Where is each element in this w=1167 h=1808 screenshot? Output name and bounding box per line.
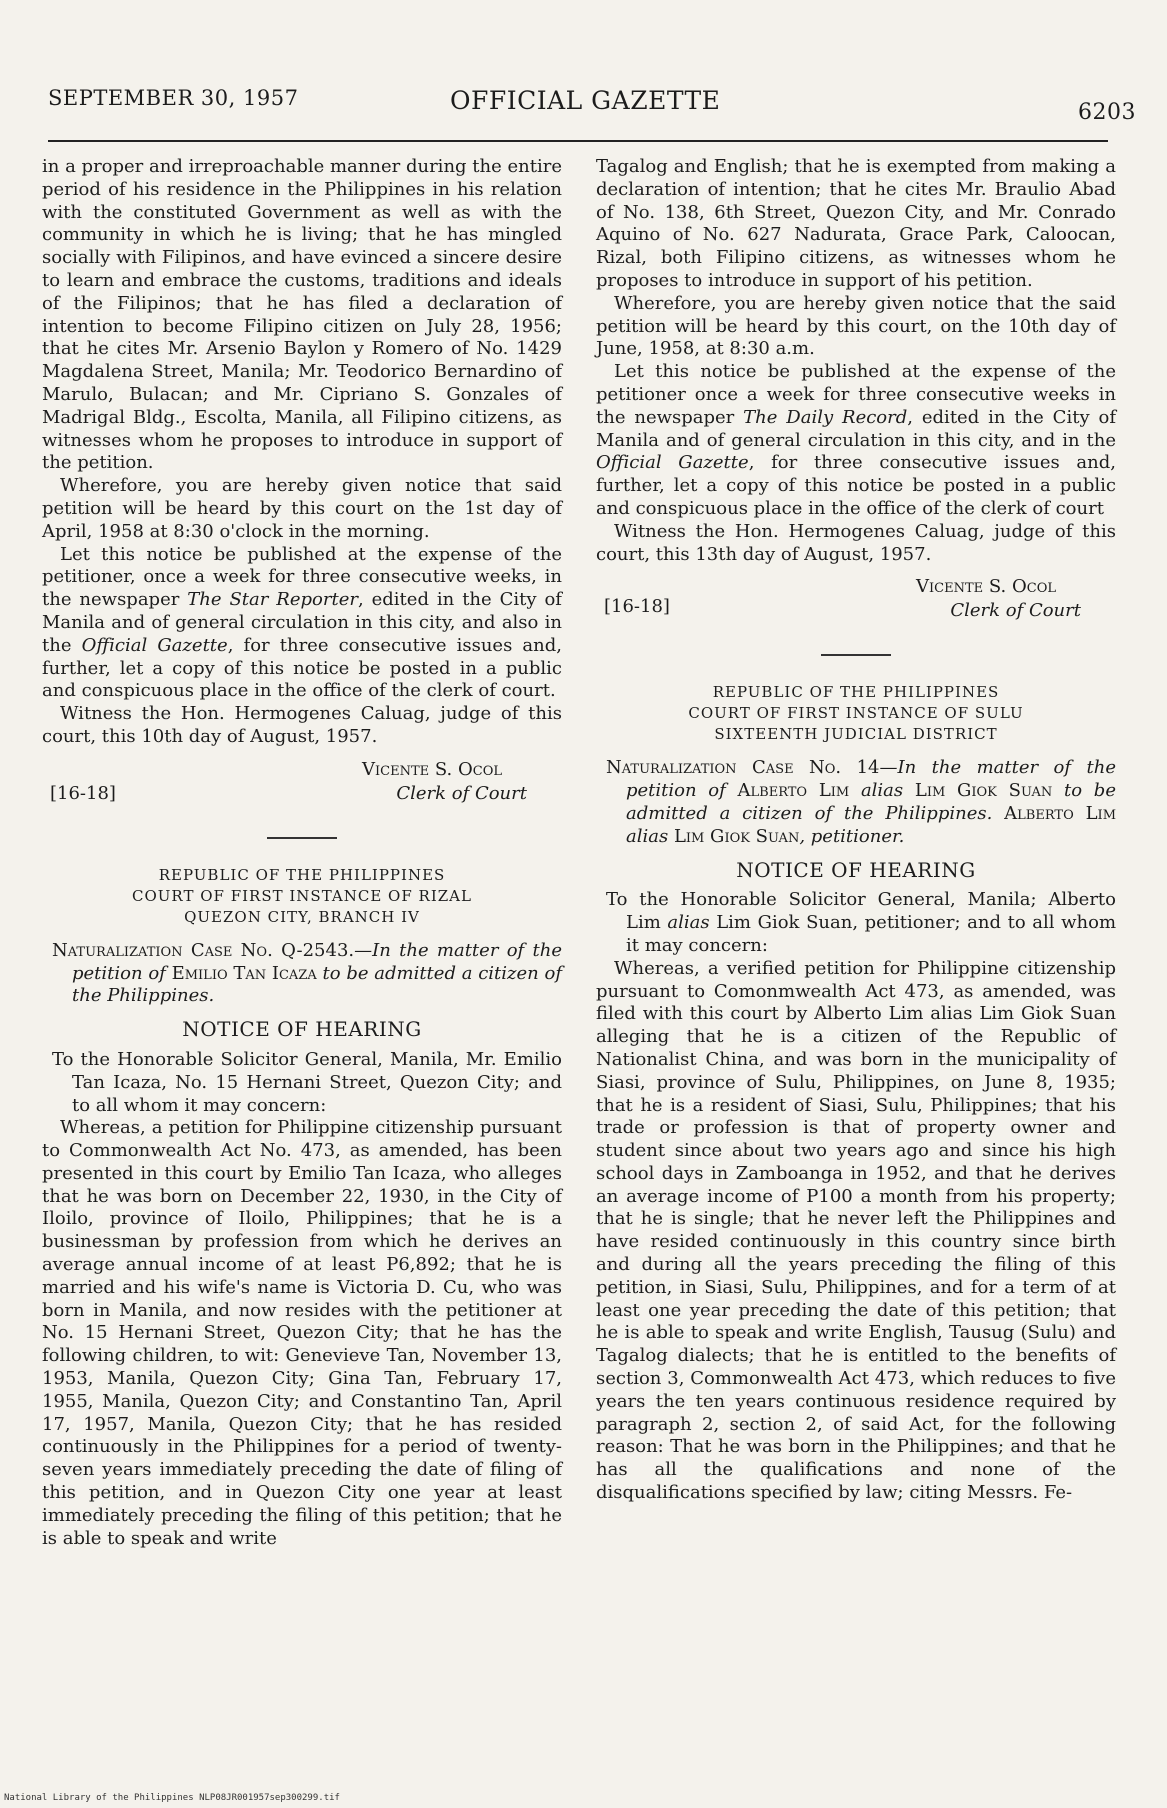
section-divider (821, 654, 891, 656)
page-number: 6203 (1078, 100, 1136, 125)
court-heading (596, 682, 1116, 745)
text-run: —In the matter of the petition of (72, 939, 562, 984)
left-paragraph-1: in a proper and irreproachable manner during the entire period of his residence in the Philippines in his relation with the constituted Government as well as with the community in which he is living; that he has mingled socially with Filipinos, and have evinced a sincere desire to learn and embrace the customs, traditions and ideals of the Filipinos; that he has filed a declaration of intention to become Filipino citizen on July 28, 1956; that he cites Mr. Arsenio Baylon y Romero of No. 1429 Magdalena Street, Manila; Mr. Teodorico Bernardino of Marulo, Bulacan; and Mr. Cipriano S. Gonzales of Madrigal Bldg., Escolta, Manila, all Filipino citizens, as witnesses whom he proposes to introduce in support of the petition. (42, 156, 562, 474)
court-line: REPUBLIC OF THE PHILIPPINES (158, 865, 446, 884)
left-paragraph-4: Witness the Hon. Hermogenes Caluag, judge of this court, this 10th day of August, 1957. (42, 703, 562, 747)
section-divider (267, 837, 337, 839)
left-paragraph-2: Wherefore, you are hereby given notice that said petition will be heard by this court on the 1st day of April, 1958 at 8:30 o'clock in the morning. (42, 475, 562, 542)
newspaper-name: The Daily Record (743, 406, 908, 428)
right-paragraph-5: Whereas, a verified petition for Philippine citizenship pursuant to Comonmwealth Act 473, as amended, was filed with this court by Alberto Lim alias Lim Giok Suan alleging that he is a citizen of the Republic of Nationalist China, and was born in the municipality of Siasi, province of Sulu, Philippines, on June 8, 1935; that he is a resident of Siasi, Sulu, Philippines; that his trade or profession is that of property owner and student since about two years ago and since his high school days in Zamboanga in 1952, and that he derives an average income of P100 a month from his property; that he is single; that he never left the Philippines and have resided continuously in this country since birth and during all the years preceding the filing of this petition, in Siasi, Sulu, Philippines, and for a term of at least one year preceding the date of this petition; that he is able to speak and write English, Tausug (Sulu) and Tagalog dialects; that he is entitled to the benefits of section 3, Commonwealth Act 473, which reduces to five years the ten years continuous residence required by paragraph 2, section 2, of said Act, for the following reason: That he was born in the Philippines; and that he has all the qualifications and none of the disqualifications specified by law; citing Messrs. Fe- (596, 957, 1116, 1504)
issue-code: [16-18] (50, 782, 116, 804)
petitioner-alias: Lim Giok Suan (673, 825, 800, 847)
left-paragraph-3 (42, 544, 562, 704)
text-run: alias (626, 825, 674, 847)
case-title (596, 757, 1116, 848)
court-line: REPUBLIC OF THE PHILIPPINES (712, 683, 1000, 702)
text-run: , for three consecutive issues and, further, let a copy of this notice be posted in a public and conspicuous place in the office of the clerk of court. (42, 634, 562, 702)
court-line: COURT OF FIRST INSTANCE OF SULU (688, 704, 1024, 723)
gazette-name: Official Gazette (596, 452, 749, 474)
text-run: , edited in the City of Manila and of general circulation in this city, and in the (596, 406, 1116, 451)
right-paragraph-4: Witness the Hon. Hermogenes Caluag, judge of this court, this 13th day of August, 1957. (596, 520, 1116, 565)
text-run: alias (849, 780, 915, 802)
header-rule (48, 140, 1108, 142)
court-line: QUEZON CITY, BRANCH IV (184, 907, 420, 926)
newspaper-name: The Star Reporter (187, 589, 358, 611)
addressee (596, 889, 1116, 957)
text-run: alias (667, 912, 710, 934)
case-label: Naturalization Case No. Q-2543. (52, 939, 355, 961)
signatory-name: Vicente S. Ocol (362, 758, 502, 780)
text-run: , edited in the City of Manila and of general circulation in this city, and also in the (42, 589, 562, 656)
issue-code: [16-18] (604, 596, 670, 618)
gazette-name: Official Gazette (81, 634, 228, 656)
notice-title: NOTICE OF HEARING (736, 857, 976, 882)
text-run: , for three consecutive issues and, further, let a copy of this notice be posted in a public and conspicuous place in the office of the clerk of court (596, 452, 1116, 519)
court-line: SIXTEENTH JUDICIAL DISTRICT (714, 725, 998, 744)
notice-title: NOTICE OF HEARING (182, 1017, 422, 1042)
petitioner-alias: Lim Giok Suan (914, 780, 1053, 802)
text-run: to be admitted a citizen of the Philippines. (72, 962, 563, 1007)
court-heading (42, 865, 562, 928)
text-run: Let this notice be published at the expense of the petitioner, once a week for three consecutive weeks, in the newspaper (42, 543, 562, 611)
petitioner-name: Emilio Tan Icaza (171, 962, 317, 984)
header-title: OFFICIAL GAZETTE (450, 86, 721, 115)
right-signature (596, 576, 1116, 628)
addressee: To the Honorable Solicitor General, Manila, Mr. Emilio Tan Icaza, No. 15 Hernani Street, Quezon City; and to all whom it may concern: (52, 1048, 562, 1116)
right-paragraph-1: Tagalog and English; that he is exempted from making a declaration of intention; that he cites Mr. Braulio Abad of No. 138, 6th Street, Quezon City, and Mr. Conrado Aquino of No. 627 Nadurata, Grace Park, Caloocan, Rizal, both Filipino citizens, as witnesses whom he proposes to introduce in support of his petition. (596, 156, 1116, 291)
left-signature (42, 759, 562, 811)
signatory-title: Clerk of Court (396, 782, 527, 804)
case-title (42, 940, 562, 1008)
right-column (596, 156, 1116, 1505)
text-run: Lim Giok Suan, petitioner; and to all whom it may concern: (626, 912, 1117, 956)
right-paragraph-2: Wherefore, you are hereby given notice that the said petition will be heard by this court, on the 10th day of June, 1958, at 8:30 a.m. (596, 292, 1116, 360)
left-column (42, 156, 562, 1550)
signatory-name: Vicente S. Ocol (916, 576, 1056, 598)
petitioner-name: Alberto Lim (737, 780, 850, 802)
right-paragraph-3 (596, 361, 1116, 521)
left-paragraph-5: Whereas, a petition for Philippine citizenship pursuant to Commonwealth Act No. 473, as amended, has been presented in this court by Emilio Tan Icaza, who alleges that he was born on December 22, 1930, in the City of Iloilo, province of Iloilo, Philippines; that he is a businessman by profession from which he derives an average annual income of at least P6,892; that he is married and his wife's name is Victoria D. Cu, who was born in Manila, and now resides with the petitioner at No. 15 Hernani Street, Quezon City; that he has the following children, to wit: Genevieve Tan, November 13, 1953, Manila, Quezon City; Gina Tan, February 17, 1955, Manila, Quezon City; and Constantino Tan, April 17, 1957, Manila, Quezon City; that he has resided continuously in the Philippines for a period of twenty-seven years immediately preceding the date of filing of this petition, and in Quezon City one year at least immediately preceding the filing of this petition; that he is able to speak and write (42, 1117, 562, 1549)
text-run: to be admitted a citizen of the Philippines. (626, 780, 1116, 824)
text-run: Let this notice be published at the expense of the petitioner once a week for three consecutive weeks in the newspaper (596, 361, 1116, 428)
signatory-title: Clerk of Court (950, 600, 1081, 622)
scan-footer: National Library of the Philippines NLP08JR001957sep300299.tif (4, 1793, 340, 1803)
case-label: Naturalization Case No. 14 (606, 757, 880, 779)
petitioner-name: Alberto Lim (1004, 802, 1117, 824)
text-run: , petitioner. (799, 825, 905, 847)
text-run: To the Honorable Solicitor General, Manila; Alberto Lim (606, 889, 1116, 934)
header-date: SEPTEMBER 30, 1957 (48, 86, 299, 110)
court-line: COURT OF FIRST INSTANCE OF RIZAL (132, 886, 472, 905)
text-run: —In the matter of the petition of (626, 757, 1116, 802)
